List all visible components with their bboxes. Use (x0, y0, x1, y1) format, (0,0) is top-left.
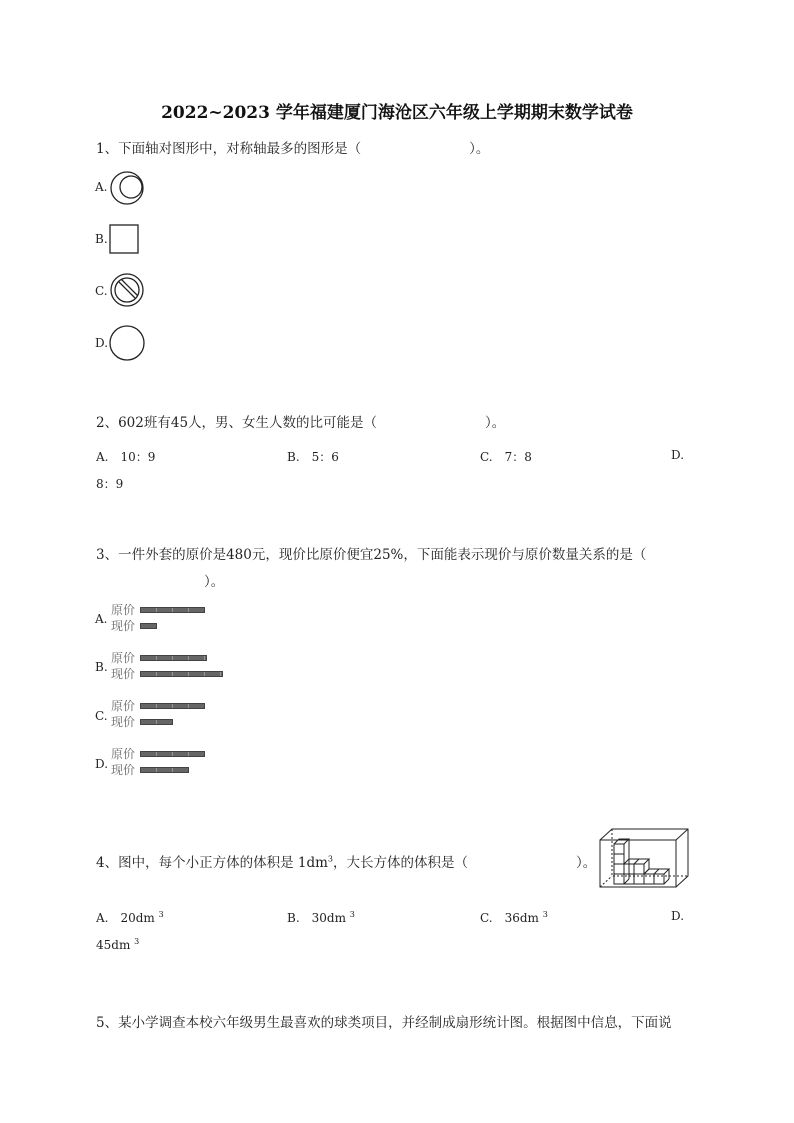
cuboid-with-cubes-figure (598, 826, 692, 890)
q4-option-b: B. 30dm $^3$ (287, 910, 355, 925)
q2-option-d-value: 8：9 (96, 477, 124, 491)
q3-b-original-bar (140, 655, 207, 661)
q3-c-current-label: 现价 (111, 715, 136, 729)
q3-d-current-label: 现价 (111, 763, 136, 777)
question-3-stem-line2: ）。 (96, 574, 225, 590)
q4-option-d: D. (671, 909, 685, 923)
q3-option-a-label: A. (95, 612, 108, 626)
q2-option-c: C. 7：8 (480, 450, 532, 464)
q1-option-b-label: B. (95, 232, 108, 246)
question-1-stem: 1、下面轴对图形中，对称轴最多的图形是（ ）。 (96, 141, 490, 157)
q3-b-current-label: 现价 (111, 667, 136, 681)
q3-c-original-label: 原价 (111, 699, 136, 713)
q3-d-original-bar (140, 751, 205, 757)
q3-option-d-label: D. (95, 757, 109, 771)
question-5-stem: 5、某小学调查本校六年级男生最喜欢的球类项目，并经制成扇形统计图。根据图中信息，下面说 (96, 1015, 672, 1031)
q3-a-original-label: 原价 (111, 603, 136, 617)
question-4-stem: 4、图中，每个小正方体的体积是 $1dm^3$，大长方体的体积是（ ）。 (96, 854, 597, 871)
q3-d-current-bar (140, 767, 189, 773)
q1-option-c-label: C. (95, 284, 108, 298)
q3-option-b-label: B. (95, 660, 108, 674)
q2-option-b: B. 5：6 (287, 450, 339, 464)
q3-d-original-label: 原价 (111, 747, 136, 761)
crescent-circles-icon (108, 170, 148, 206)
square-icon (108, 223, 142, 257)
q1-option-d-label: D. (95, 336, 109, 350)
q2-option-d: D. (671, 448, 685, 462)
q3-option-c-label: C. (95, 709, 108, 723)
page-title: 2022~2023 学年福建厦门海沧区六年级上学期期末数学试卷 (161, 103, 633, 123)
q4-option-d-value: 45dm $^3$ (96, 937, 140, 952)
q4-option-c: C. 36dm $^3$ (480, 910, 548, 925)
q2-option-a: A. 10：9 (96, 450, 156, 464)
q3-b-original-label: 原价 (111, 651, 136, 665)
q3-a-current-label: 现价 (111, 619, 136, 633)
q3-c-original-bar (140, 703, 205, 709)
q3-a-original-bar (140, 607, 205, 613)
question-2-stem: 2、602班有45人，男、女生人数的比可能是（ ）。 (96, 415, 506, 431)
circle-icon (108, 324, 148, 362)
q3-a-current-bar (140, 623, 157, 629)
q4-option-a: A. 20dm $^3$ (96, 910, 164, 925)
no-entry-circle-icon (108, 271, 148, 309)
q1-option-a-label: A. (95, 180, 108, 194)
q3-c-current-bar (140, 719, 173, 725)
q3-b-current-bar (140, 671, 223, 677)
question-3-stem-line1: 3、一件外套的原价是480元，现价比原价便宜25%，下面能表示现价与原价数量关系的是（ (96, 547, 647, 563)
